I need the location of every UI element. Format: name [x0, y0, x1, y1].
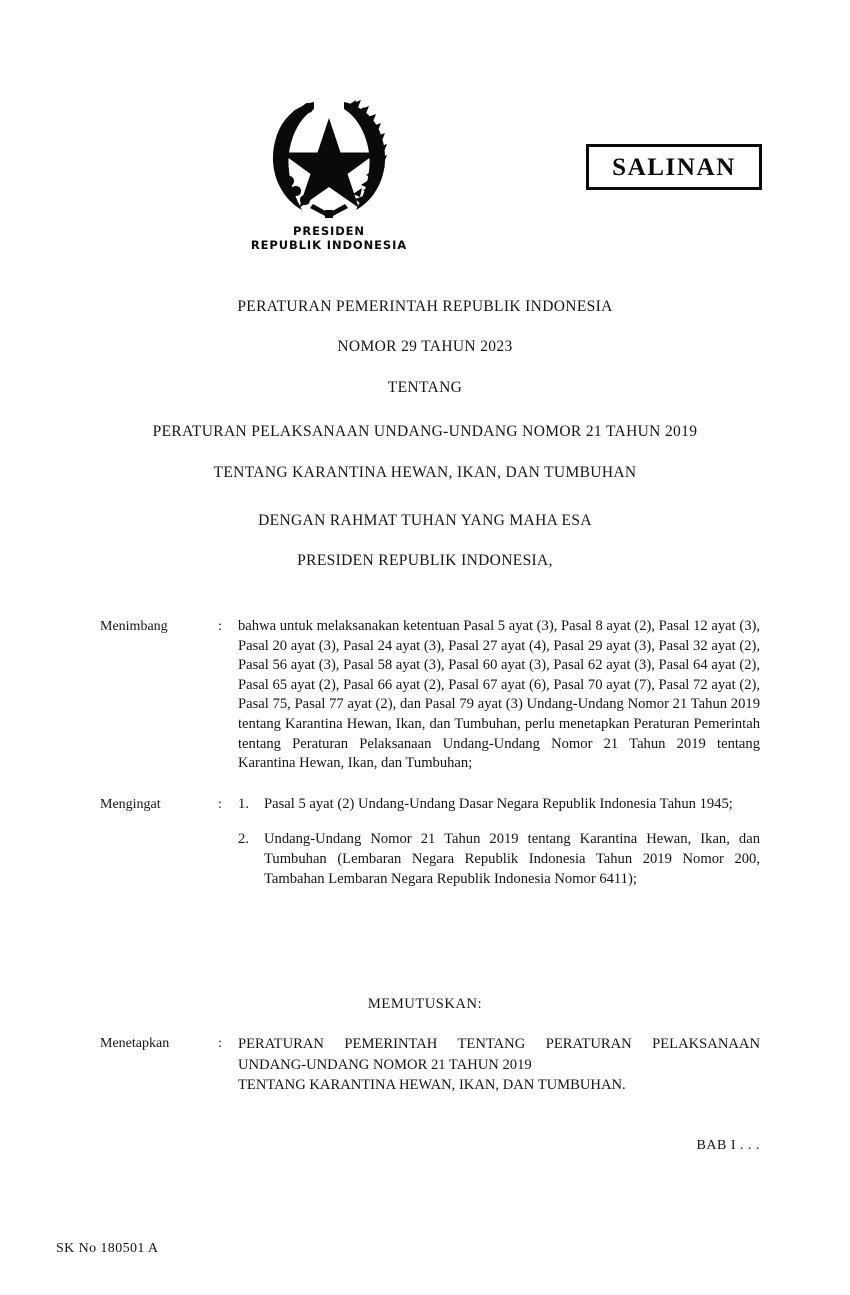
clause-menetapkan-text-part-2: TENTANG KARANTINA HEWAN, IKAN, DAN TUMBUHAN.: [238, 1077, 626, 1093]
emblem-caption-line-2: REPUBLIK INDONESIA: [250, 238, 408, 252]
title-line-president: PRESIDEN REPUBLIK INDONESIA,: [297, 552, 553, 569]
emblem-caption: [251, 224, 407, 252]
list-item-marker: 2.: [238, 831, 249, 848]
garuda-star-wreath-icon: [251, 92, 407, 220]
clause-menetapkan-text: [238, 1034, 760, 1096]
continuation-marker: BAB I . . .: [696, 1138, 760, 1153]
title-line-subject-2: TENTANG KARANTINA HEWAN, IKAN, DAN TUMBUHAN: [213, 464, 637, 481]
title-line-tentang: TENTANG: [387, 379, 463, 396]
title-line-subject-1: PERATURAN PELAKSANAAN UNDANG-UNDANG NOMOR 21 TAHUN 2019: [152, 423, 698, 440]
salinan-stamp: [586, 144, 762, 190]
legal-clauses: [100, 617, 760, 889]
list-item-text: Pasal 5 ayat (2) Undang-Undang Dasar Negara Republik Indonesia Tahun 1945;: [264, 795, 733, 812]
clause-mengingat-label: Mengingat: [100, 796, 161, 812]
clause-mengingat-colon: :: [218, 796, 222, 812]
clause-menimbang-text: bahwa untuk melaksanakan ketentuan Pasal 5 ayat (3), Pasal 8 ayat (2), Pasal 12 ayat (3), Pasal 20 ayat (3), Pasal 24 ayat (3), Pasal 27 ayat (4), Pasal 29 ayat (3), Pasal 32 ayat (2), Pasal 56 ayat (3), Pasal 58 ayat (3), Pasal 60 ayat (3), Pasal 62 ayat (3), Pasal 64 ayat (2), Pasal 65 ayat (2), Pasal 66 ayat (2), Pasal 67 ayat (6), Pasal 70 ayat (7), Pasal 72 ayat (2), Pasal 75, Pasal 77 ayat (2), dan Pasal 79 ayat (3) Undang-Undang Nomor 21 Tahun 2019 tentang Karantina Hewan, Ikan, dan Tumbuhan, perlu menetapkan Peraturan Pemerintah tentang Peraturan Pelaksanaan Undang-Undang Nomor 21 Tahun 2019 tentang Karantina Hewan, Ikan, dan Tumbuhan;: [238, 618, 760, 772]
clause-menetapkan-text-part-1: PERATURAN PEMERINTAH TENTANG PERATURAN PELAKSANAAN UNDANG-UNDANG NOMOR 21 TAHUN 2019: [238, 1036, 760, 1073]
document-title-block: [95, 298, 755, 570]
list-item-marker: 1.: [238, 795, 249, 812]
title-line-regulation-type: PERATURAN PEMERINTAH REPUBLIK INDONESIA: [237, 298, 613, 315]
title-line-number-year: NOMOR 29 TAHUN 2023: [337, 338, 513, 355]
title-line-invocation: DENGAN RAHMAT TUHAN YANG MAHA ESA: [258, 512, 592, 529]
clause-menimbang-label: Menimbang: [100, 619, 168, 634]
clause-menimbang: [100, 617, 760, 774]
clause-menimbang-colon: :: [218, 619, 222, 634]
list-item-text: Undang-Undang Nomor 21 Tahun 2019 tentang Karantina Hewan, Ikan, dan Tumbuhan (Lembaran Negara Republik Indonesia Tahun 2019 Nomor 200, Tambahan Lembaran Negara Republik Indonesia Nomor 6411);: [264, 831, 760, 887]
clause-menetapkan-colon: :: [218, 1036, 222, 1051]
clause-menetapkan: [100, 1034, 760, 1096]
emblem-caption-line-1: PRESIDEN: [293, 224, 365, 238]
clause-mengingat: [100, 795, 760, 889]
sk-number: SK No 180501 A: [56, 1241, 159, 1256]
list-item: [238, 830, 760, 889]
list-item: [238, 795, 760, 815]
clause-menetapkan-label: Menetapkan: [100, 1036, 170, 1051]
clause-mengingat-list: [238, 795, 760, 889]
memutuskan-heading: MEMUTUSKAN:: [367, 996, 483, 1012]
salinan-stamp-label: SALINAN: [612, 153, 736, 181]
